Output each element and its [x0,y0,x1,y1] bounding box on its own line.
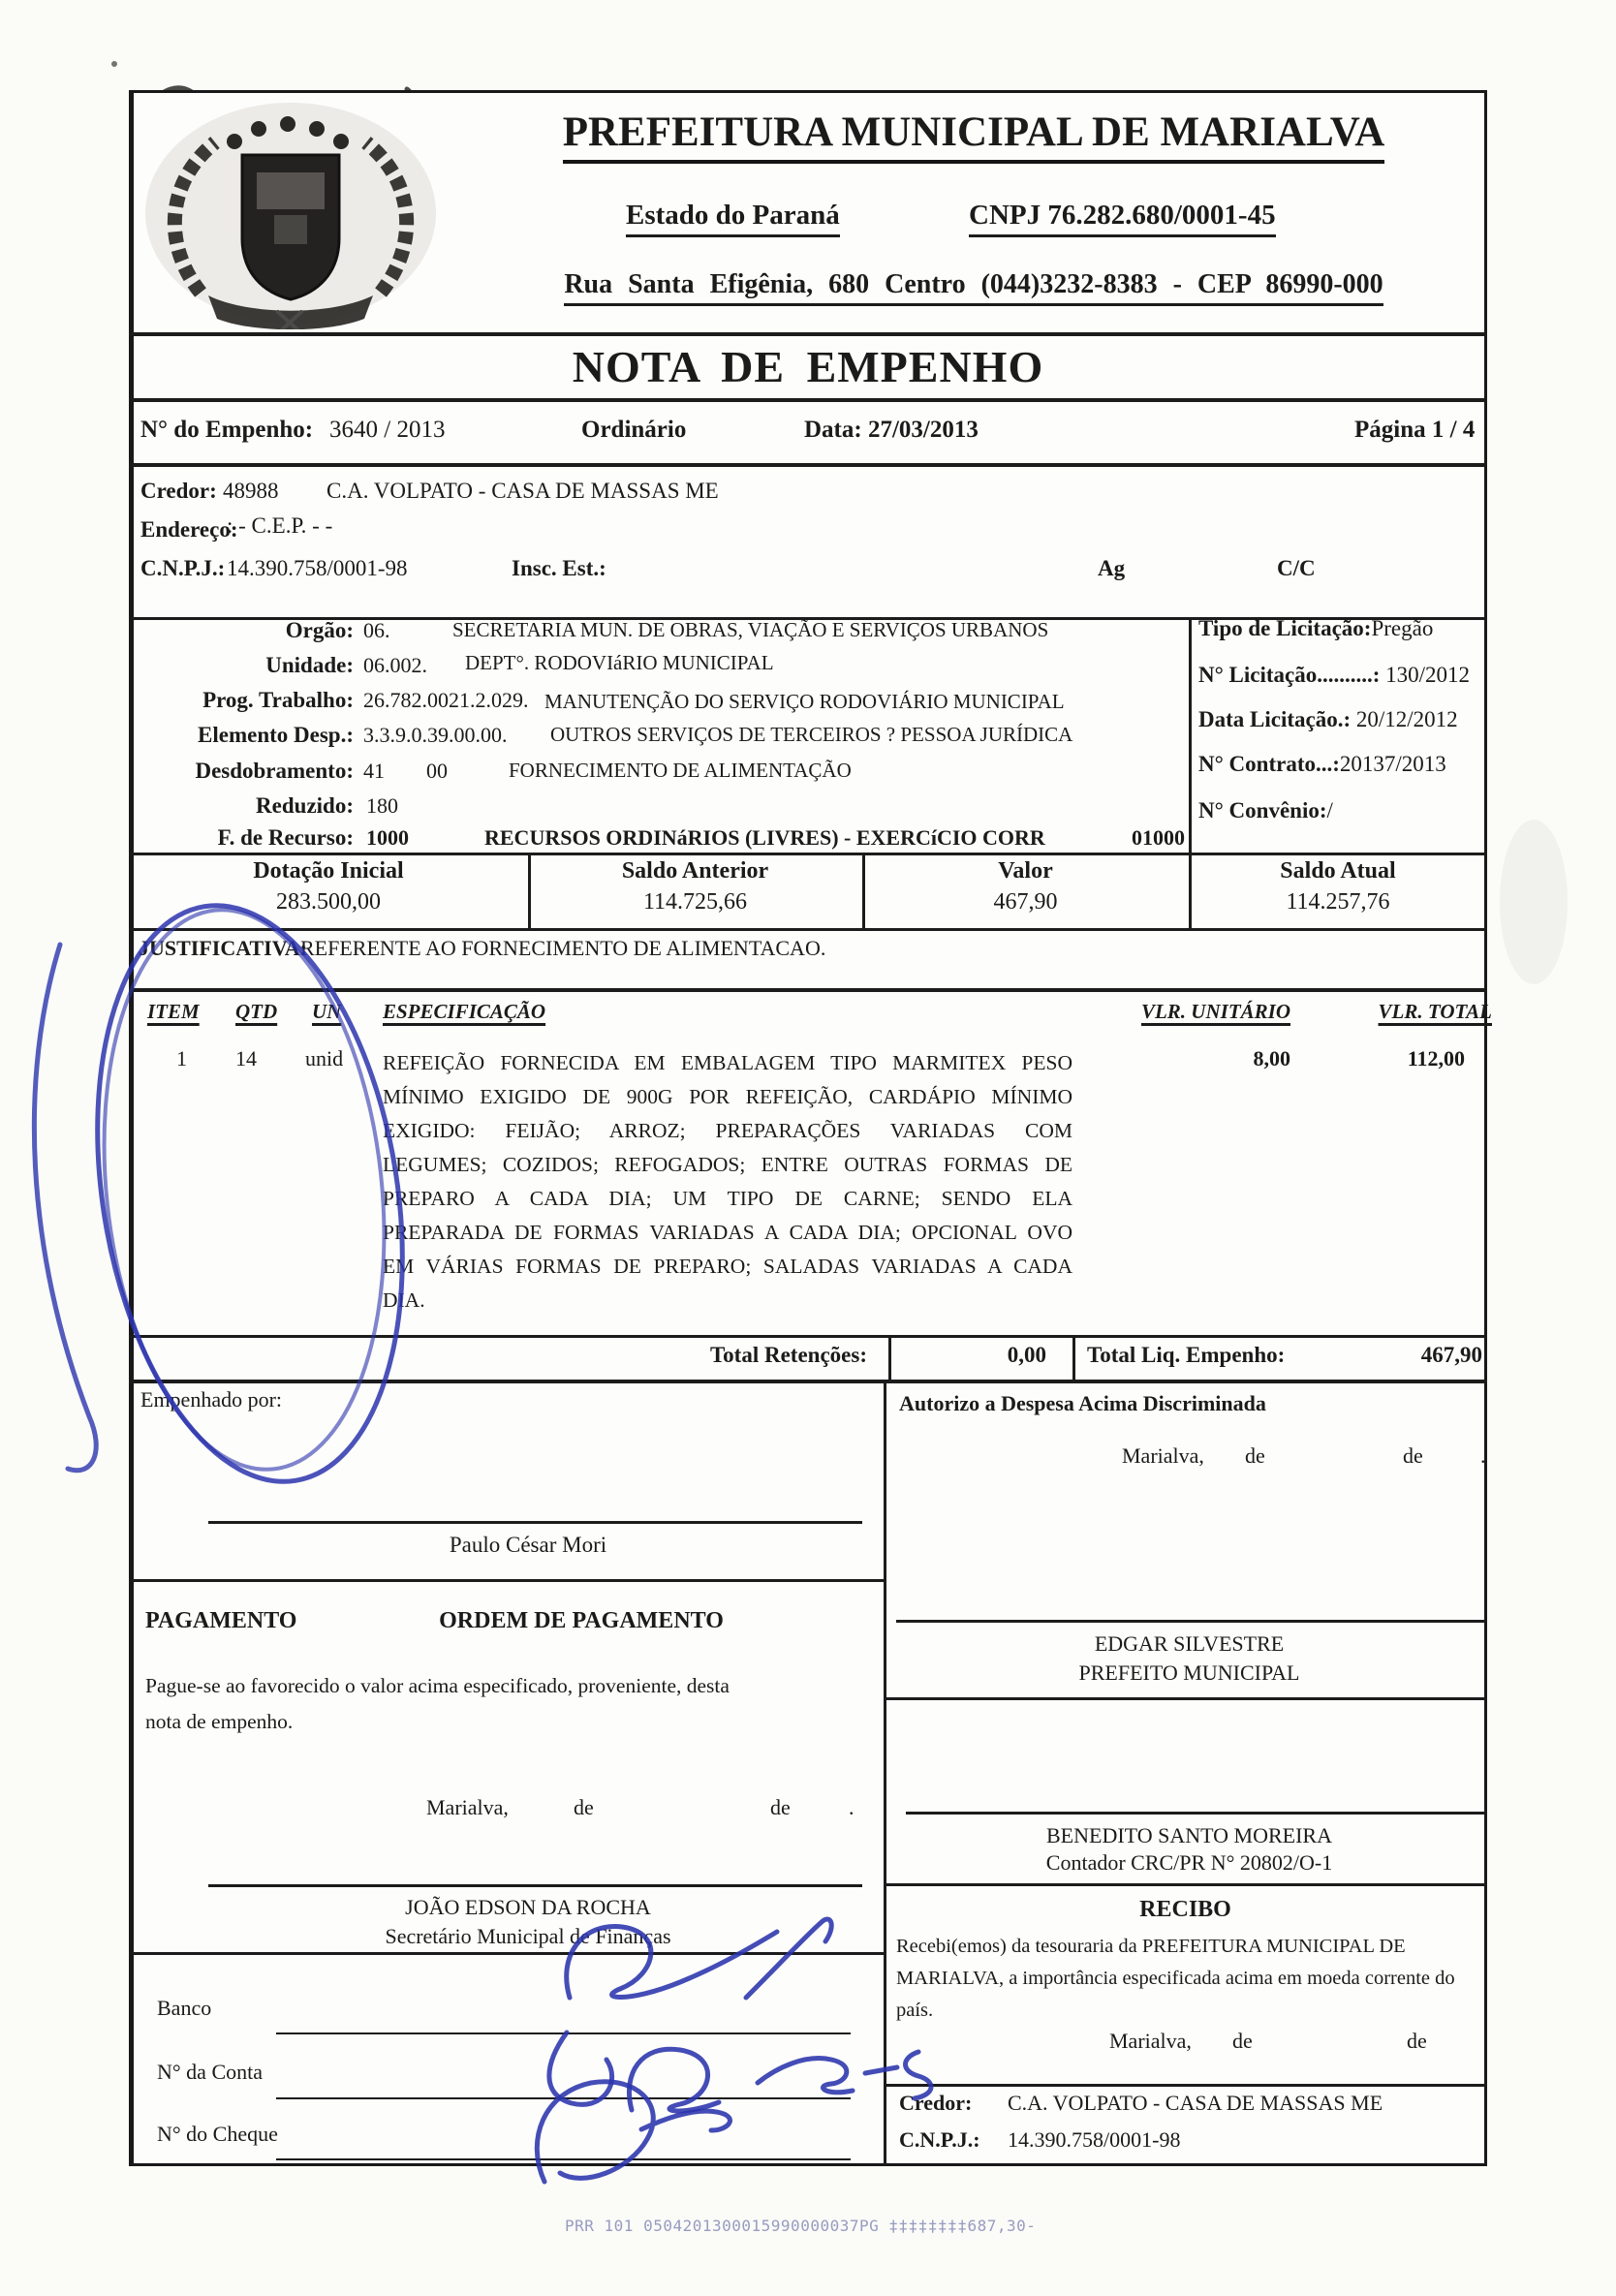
amount-col-label: Saldo Atual [1280,858,1396,884]
num-convenio-label: N° Convênio: [1198,798,1327,822]
total-retencoes-value: 0,00 [1007,1343,1046,1367]
item-vlr-total: 112,00 [1407,1046,1465,1070]
items-header-espec: ESPECIFICAÇÃO [383,1000,546,1023]
bank-validation-print: PRR 101 0504201300015990000037PG ‡‡‡‡‡‡‡‡687,30- [565,2217,1037,2235]
budget-row-desc: RECURSOS ORDINáRIOS (LIVRES) - EXERCíCIO CORR [484,825,1045,850]
data-licitacao-label: Data Licitação.: [1198,707,1352,731]
amount-col-value: 283.500,00 [276,889,381,915]
budget-row-desc: DEPT°. RODOVIáRIO MUNICIPAL [465,651,774,674]
items-header-vlr-total: VLR. TOTAL [1378,1000,1492,1023]
pagamento-text-line2: nota de empenho. [145,1710,294,1733]
doc-title: NOTA DE EMPENHO [572,342,1044,391]
items-header-un: UN [312,1000,342,1023]
header-title-wrap [455,109,1492,164]
de-1: de [1245,1443,1265,1468]
amount-col-value: 114.257,76 [1286,889,1390,915]
budget-row-label: F. de Recurso: [217,825,354,850]
credor-name: C.A. VOLPATO - CASA DE MASSAS ME [326,479,719,503]
budget-row-label: Prog. Trabalho: [202,688,354,712]
empenho-type: Ordinário [581,417,687,443]
items-header-vlr-unitario: VLR. UNITÁRIO [1140,1000,1290,1023]
ordem-pagamento-title: ORDEM DE PAGAMENTO [439,1608,724,1633]
coat-of-arms-logo [140,99,441,329]
justificativa-text: REFERENTE AO FORNECIMENTO DE ALIMENTACAO. [300,936,826,960]
period: . [1480,1443,1486,1468]
insc-est-label: Insc. Est.: [512,556,606,580]
page-indicator: Página 1 / 4 [1354,417,1476,443]
city-name: Marialva, [1122,1443,1204,1468]
empenho-number-label: N° do Empenho: [140,417,314,443]
prefeito-name: EDGAR SILVESTRE [1094,1631,1285,1656]
cheque-label: N° do Cheque [157,2122,278,2146]
signature-line-prefeito [896,1620,1485,1623]
contador-title: Contador CRC/PR N° 20802/O-1 [1045,1850,1333,1875]
address-line: Rua Santa Efigênia, 680 Centro (044)3232-8383 - CEP 86990-000 [564,269,1383,306]
budget-row-code2: 00 [426,759,448,783]
amount-col-value: 467,90 [993,889,1058,915]
recibo-credor-value: C.A. VOLPATO - CASA DE MASSAS ME [1008,2091,1383,2115]
banco-label: Banco [157,1996,212,2020]
tipo-licitacao-value: Pregão [1371,616,1434,640]
budget-row-code: 26.782.0021.2.029. [363,688,529,712]
licitacao-convenio-row [1198,798,1333,823]
empenhado-por-label: Empenhado por: [140,1387,283,1412]
num-contrato-value: 20137/2013 [1339,752,1446,776]
city-name: Marialva, [1109,2029,1192,2053]
cnpj-value: 14.390.758/0001-98 [227,556,408,580]
total-liq-value: 467,90 [1420,1343,1482,1367]
items-header-qtd: QTD [235,1000,278,1023]
recibo-credor-label: Credor: [899,2091,973,2115]
recibo-cnpj-label: C.N.P.J.: [899,2127,980,2152]
item-qtd: 14 [235,1046,257,1070]
budget-row-label: Elemento Desp.: [198,723,354,747]
cc-label: C/C [1277,556,1316,580]
cnpj-label: C.N.P.J.: [140,556,226,580]
budget-row-label: Desdobramento: [195,759,354,783]
scan-smudge [1500,820,1568,984]
de-1: de [574,1795,594,1819]
recibo-cnpj-value: 14.390.758/0001-98 [1008,2127,1181,2152]
budget-row-code: 1000 [366,825,409,850]
budget-row-desc: SECRETARIA MUN. DE OBRAS, VIAÇÃO E SERVIÇOS URBANOS [452,618,1049,641]
items-header-item: ITEM [147,1000,200,1023]
state-label-wrap [626,200,840,237]
item-un: unid [305,1046,344,1070]
empenho-date: Data: 27/03/2013 [804,417,979,443]
autorizo-title: Autorizo a Despesa Acima Discriminada [899,1391,1266,1415]
city-name: Marialva, [426,1795,509,1819]
municipality-title: PREFEITURA MUNICIPAL DE MARIALVA [563,109,1385,164]
data-licitacao-value: 20/12/2012 [1351,707,1458,731]
de-2: de [1407,2029,1427,2053]
credor-label: Credor: [140,479,217,503]
de-1: de [1232,2029,1253,2053]
budget-row-code: 06.002. [363,653,427,677]
tipo-licitacao-label: Tipo de Licitação: [1198,616,1372,640]
ag-label: Ag [1098,556,1126,580]
credor-code: 48988 [223,479,279,503]
budget-row-desc: OUTROS SERVIÇOS DE TERCEIROS ? PESSOA JURÍDICA [550,723,1073,746]
amount-col-label: Valor [998,858,1053,884]
item-vlr-unitario: 8,00 [1253,1046,1290,1070]
signature-line-contador [906,1812,1485,1815]
amount-col-value: 114.725,66 [642,889,748,915]
licitacao-data-row [1198,707,1458,732]
de-2: de [770,1795,791,1819]
num-convenio-value: / [1326,798,1333,822]
empenho-number-value: 3640 / 2013 [329,417,446,443]
cnpj-header-wrap [969,200,1276,237]
banco-fill-line [276,2032,851,2034]
budget-row-label: Reduzido: [256,793,354,818]
budget-row-extra: 01000 [1132,825,1185,850]
recibo-text-line2: MARIALVA, a importância especificada acima em moeda corrente do [896,1968,1455,1989]
num-contrato-label: N° Contrato...: [1198,752,1340,776]
item-description: REFEIÇÃO FORNECIDA EM EMBALAGEM TIPO MARMITEX PESO MÍNIMO EXIGIDO DE 900G POR REFEIÇÃO, CARDÁPIO MÍNIMO EXIGIDO: FEIJÃO; ARROZ; PREPARAÇÕES VARIADAS COM LEGUMES; COZIDOS; REFOGADOS; ENTRE OUTRAS FORMAS DE PREPARO A CADA DIA; UM TIPO DE CARNE; SENDO ELA PREPARADA DE FORMAS VARIADAS A CADA DIA; OPCIONAL OVO EM VÁRIAS FORMAS DE PREPARO; SALADAS VARIADAS A CADA DIA. [383,1051,1072,1312]
endereco-label: Endereço: [140,517,238,542]
endereco-value: : - C.E.P. - - [227,513,333,538]
budget-row-code: 06. [363,618,390,642]
item-number: 1 [176,1046,187,1070]
budget-row-label: Unidade: [265,653,354,677]
pagamento-section-label: PAGAMENTO [145,1608,297,1633]
budget-row-desc: FORNECIMENTO DE ALIMENTAÇÃO [509,759,852,782]
cheque-fill-line [276,2158,851,2160]
secretario-title: Secretário Municipal de Finanças [385,1924,671,1948]
amount-col-label: Saldo Anterior [621,858,769,884]
conta-label: N° da Conta [157,2060,264,2084]
state-label: Estado do Paraná [626,200,840,237]
budget-row-desc: MANUTENÇÃO DO SERVIÇO RODOVIÁRIO MUNICIPAL [544,690,1065,713]
budget-row-code: 41 [363,759,385,783]
budget-row-code: 3.3.9.0.39.00.00. [363,723,508,747]
num-licitacao-value: 130/2012 [1380,663,1471,687]
de-2: de [1403,1443,1423,1468]
recibo-text-line3: país. [896,2000,934,2021]
recibo-text-line1: Recebi(emos) da tesouraria da PREFEITURA MUNICIPAL DE [896,1936,1406,1957]
justificativa-label: JUSTIFICATIVA: [139,936,308,960]
recibo-title: RECIBO [1139,1897,1231,1922]
contador-name: BENEDITO SANTO MOREIRA [1046,1823,1332,1847]
total-liq-label: Total Liq. Empenho: [1087,1343,1286,1367]
empenhado-name: Paulo César Mori [449,1533,607,1557]
signature-line-empenhado [208,1521,862,1524]
cnpj-header: CNPJ 76.282.680/0001-45 [969,200,1276,237]
licitacao-contrato-row [1198,752,1446,777]
pagamento-text-line1: Pague-se ao favorecido o valor acima especificado, proveniente, desta [145,1674,730,1697]
total-retencoes-label: Total Retenções: [709,1343,867,1367]
amount-col-label: Dotação Inicial [253,858,404,884]
budget-row-label: Orgão: [285,618,354,642]
budget-row-code: 180 [366,793,398,818]
secretario-name: JOÃO EDSON DA ROCHA [405,1895,651,1919]
prefeito-title: PREFEITO MUNICIPAL [1078,1660,1300,1685]
licitacao-tipo-row [1198,616,1433,641]
num-licitacao-label: N° Licitação..........: [1198,663,1381,687]
conta-fill-line [276,2097,851,2099]
signature-line-secretario [208,1884,862,1887]
address-wrap [455,269,1492,306]
period: . [849,1795,855,1819]
licitacao-num-row [1198,663,1470,688]
